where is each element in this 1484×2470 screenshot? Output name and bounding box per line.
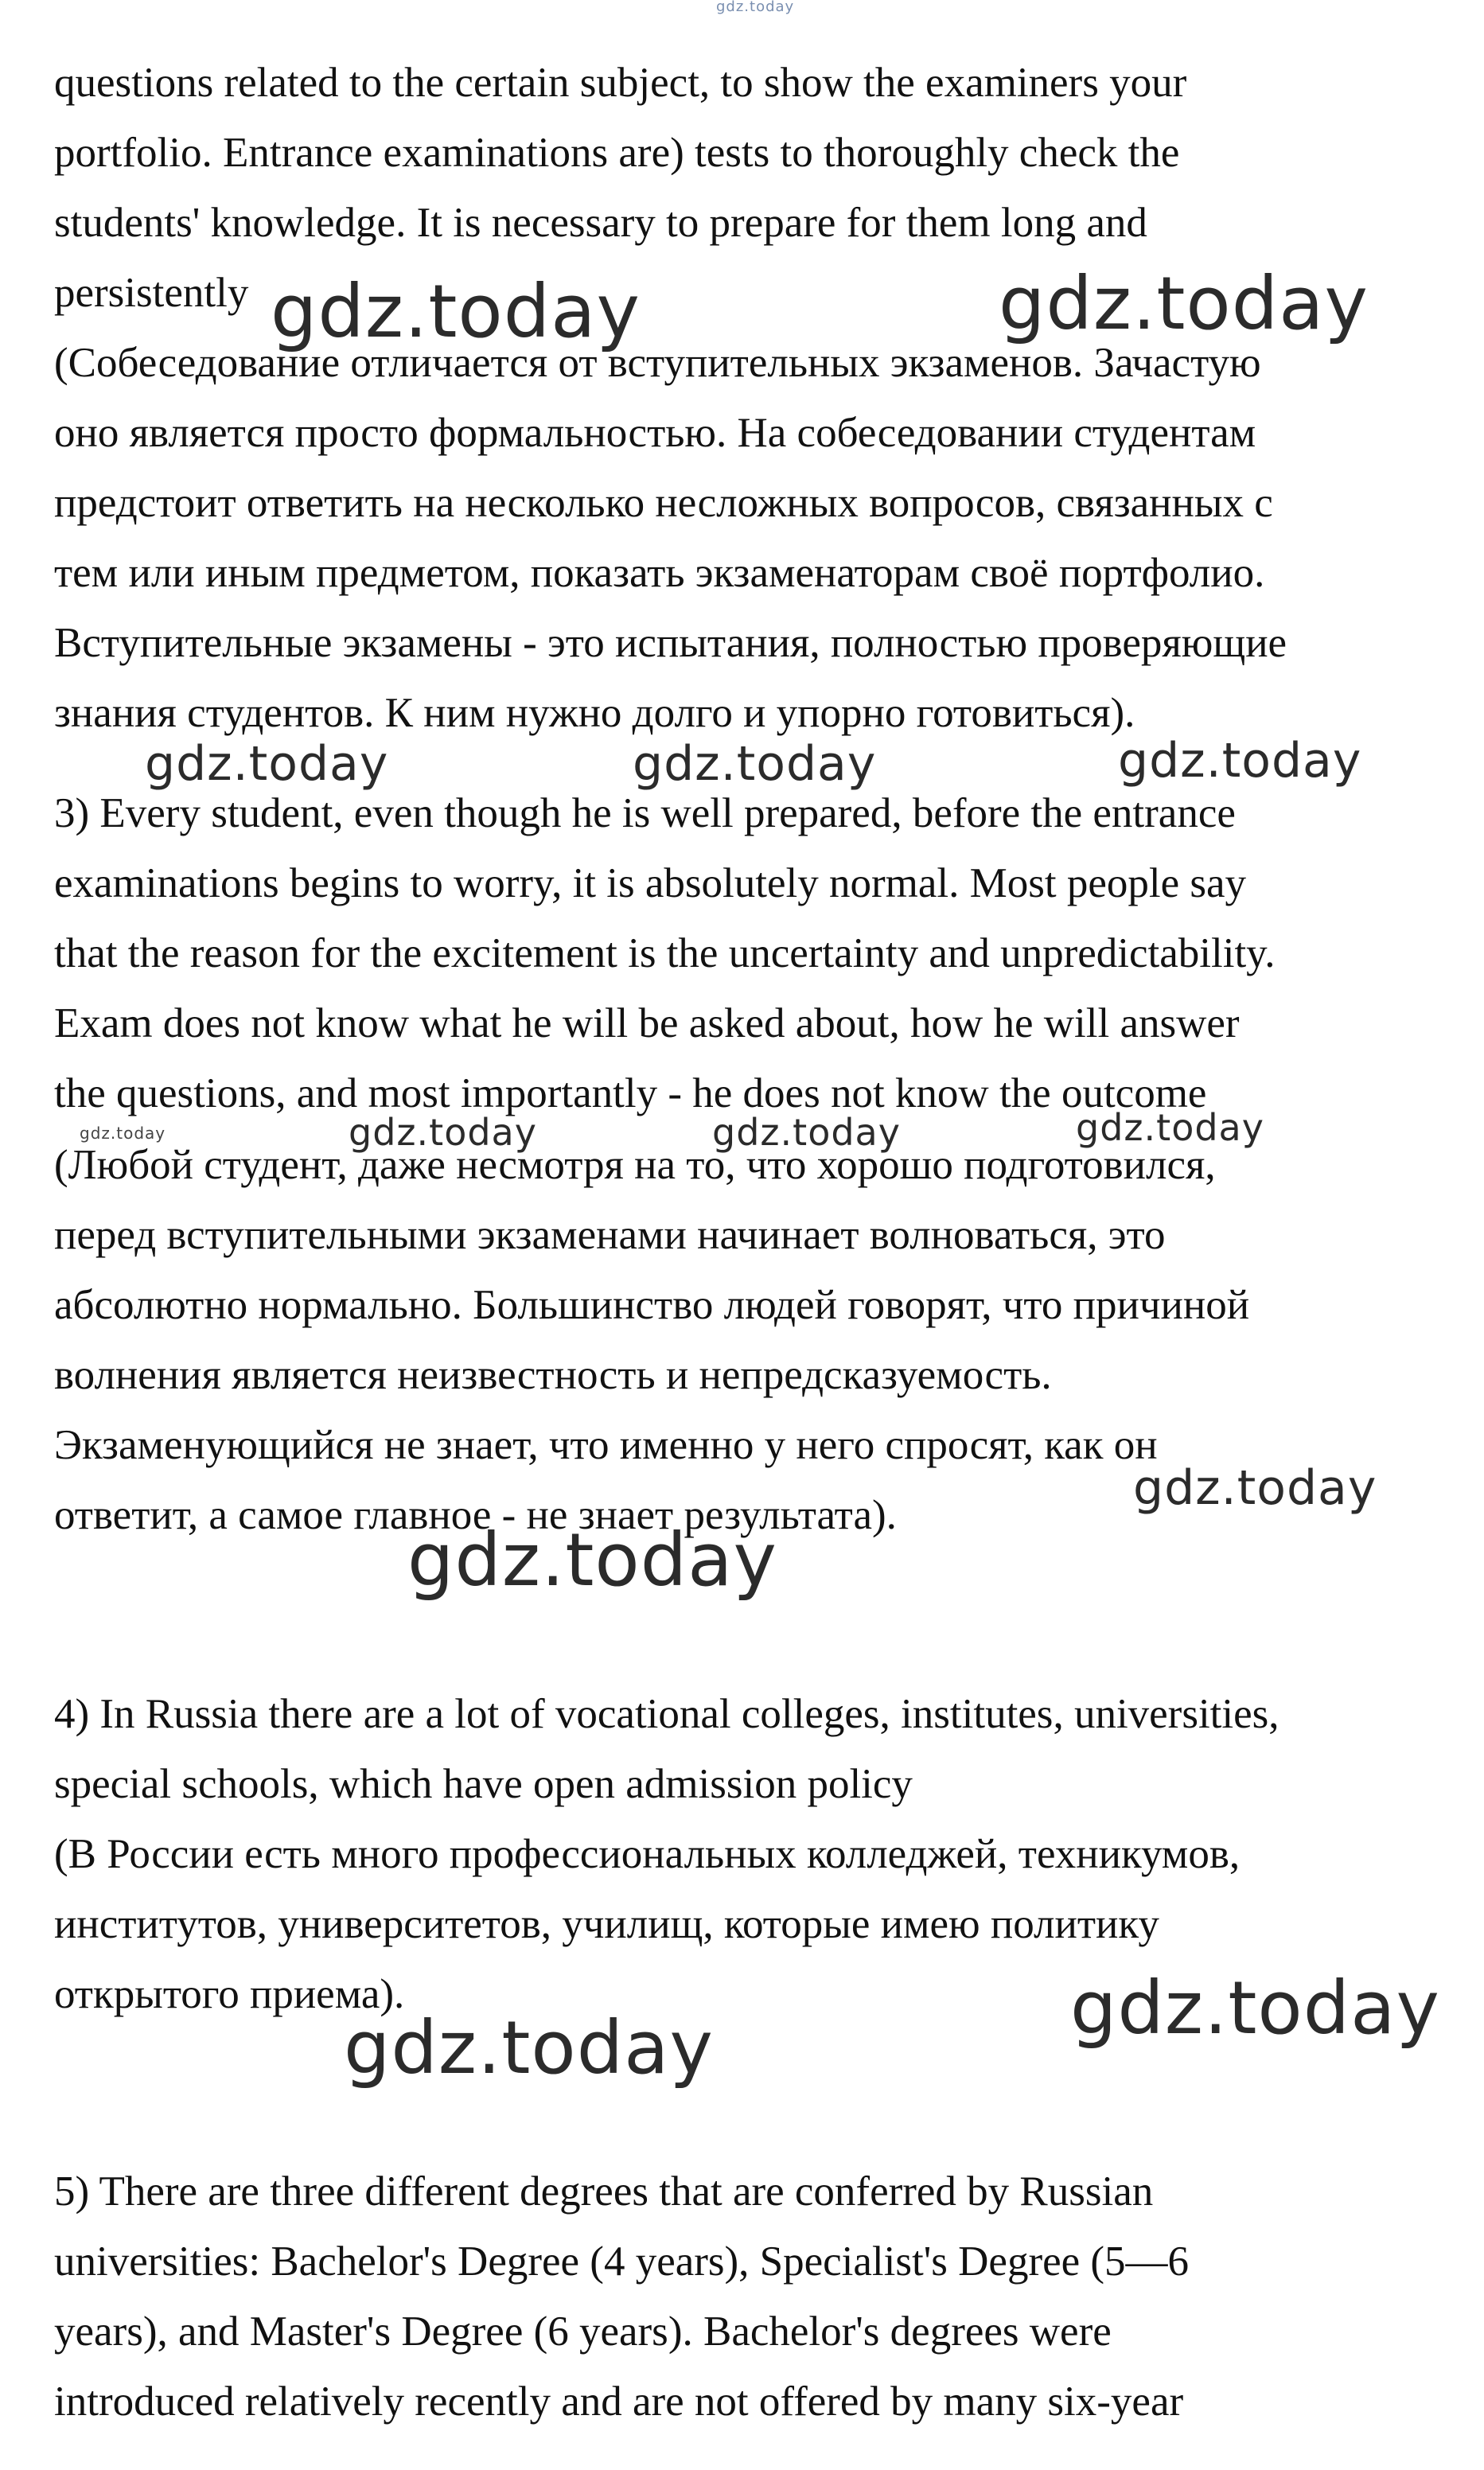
watermark: gdz.today xyxy=(1076,1106,1264,1149)
text-line: 4) In Russia there are a lot of vocational colleges, institutes, universities, xyxy=(54,1691,1280,1737)
text-line: институтов, университетов, училищ, которые имею политику xyxy=(54,1901,1159,1947)
text-line: Экзаменующийся не знает, что именно у него спросят, как он xyxy=(54,1422,1158,1468)
header-watermark: gdz.today xyxy=(716,0,795,15)
text-line: the questions, and most importantly - he does not know the outcome xyxy=(54,1070,1207,1116)
text-line: волнения является неизвестность и непредсказуемость. xyxy=(54,1352,1052,1398)
text-line: Exam does not know what he will be asked about, how he will answer xyxy=(54,1000,1240,1046)
text-line: (В России есть много профессиональных колледжей, техникумов, xyxy=(54,1831,1241,1877)
text-line: that the reason for the excitement is the uncertainty and unpredictability. xyxy=(54,930,1276,976)
watermark: gdz.today xyxy=(999,261,1369,346)
watermark: gdz.today xyxy=(633,736,877,792)
watermark: gdz.today xyxy=(1118,733,1362,789)
text-line: тем или иным предметом, показать экзаменаторам своё портфолио. xyxy=(54,550,1265,596)
text-line: years), and Master's Degree (6 years). Bachelor's degrees were xyxy=(54,2308,1112,2355)
text-line: questions related to the certain subject, to show the examiners your xyxy=(54,60,1187,106)
text-line: students' knowledge. It is necessary to prepare for them long and xyxy=(54,200,1147,246)
watermark: gdz.today xyxy=(1133,1460,1377,1516)
watermark: gdz.today xyxy=(1070,1965,1440,2051)
text-line: (Любой студент, даже несмотря на то, что хорошо подготовился, xyxy=(54,1142,1216,1188)
watermark: gdz.today xyxy=(712,1111,901,1154)
watermark: gdz.today xyxy=(344,2005,714,2090)
text-line: оно является просто формальностью. На собеседовании студентам xyxy=(54,410,1256,456)
text-line: portfolio. Entrance examinations are) tests to thoroughly check the xyxy=(54,130,1180,176)
watermark: gdz.today xyxy=(80,1124,166,1143)
text-line: знания студентов. К ним нужно долго и упорно готовиться). xyxy=(54,690,1135,736)
text-line: (Собеседование отличается от вступительных экзаменов. Зачастую xyxy=(54,340,1261,386)
watermark: gdz.today xyxy=(407,1517,777,1603)
watermark: gdz.today xyxy=(145,736,389,792)
text-line: ответит, а самое главное - не знает результата). xyxy=(54,1492,897,1538)
text-line: 3) Every student, even though he is well prepared, before the entrance xyxy=(54,790,1236,836)
text-line: persistently xyxy=(54,270,249,316)
text-line: Вступительные экзамены - это испытания, полностью проверяющие xyxy=(54,620,1287,666)
text-line: открытого приема). xyxy=(54,1971,405,2017)
text-line: 5) There are three different degrees that are conferred by Russian xyxy=(54,2168,1154,2215)
text-line: examinations begins to worry, it is absolutely normal. Most people say xyxy=(54,860,1247,906)
text-line: предстоит ответить на несколько несложных вопросов, связанных с xyxy=(54,480,1273,526)
text-line: introduced relatively recently and are not offered by many six-year xyxy=(54,2378,1184,2425)
watermark: gdz.today xyxy=(349,1111,537,1154)
watermark: gdz.today xyxy=(271,269,641,354)
text-line: перед вступительными экзаменами начинает волноваться, это xyxy=(54,1212,1166,1258)
text-line: абсолютно нормально. Большинство людей говорят, что причиной xyxy=(54,1282,1250,1328)
text-line: special schools, which have open admission policy xyxy=(54,1761,913,1807)
text-line: universities: Bachelor's Degree (4 years), Specialist's Degree (5—6 xyxy=(54,2238,1190,2285)
